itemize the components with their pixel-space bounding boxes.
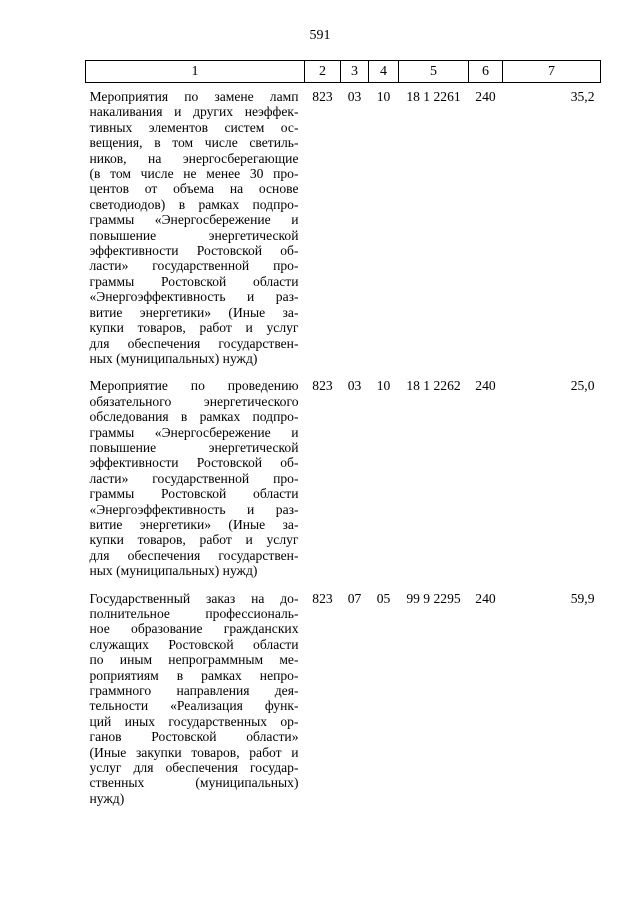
target-article-code: 18 1 2261 [406,89,461,104]
expense-type-code: 240 [475,378,496,394]
amount: 35,2 [570,89,595,104]
subsection-code: 10 [376,378,391,394]
description-line: обязательного энергетического [89,393,299,409]
description-line: Мероприятия по замене ламп [89,89,299,104]
description-line: ственных (муниципальных) [89,775,299,791]
description-line: граммы «Энергосбережение и [89,212,299,228]
description-line: вещения, в том числе светиль- [89,135,299,151]
budget-table [85,60,601,806]
header-col-4: 4 [369,61,399,83]
description-line: обследования в рамках подпро- [89,409,299,425]
description-line: накаливания и других неэффек- [89,104,299,120]
description-line: купки товаров, работ и услуг [89,320,299,336]
description-line: роприятиям в рамках непро- [89,667,299,683]
page-number: 591 [309,28,331,43]
description-line: граммы «Энергосбережение и [89,424,299,440]
description-line: «Энергоэффективность и раз- [89,501,299,517]
description-line: полнительное профессиональ- [89,606,299,621]
description-line: тельности «Реализация функ- [89,698,299,714]
ministry-code: 823 [312,89,333,104]
target-article-code: 99 9 2295 [406,590,461,606]
row-description [86,591,305,807]
description-line: светодиодов) в рамках подпро- [89,196,299,212]
description-line: Мероприятие по проведению [89,378,299,394]
amount: 25,0 [570,378,595,394]
expense-type-code: 240 [475,89,496,104]
header-col-2: 2 [305,61,341,83]
table-header-row [86,61,601,83]
description-line: эффективности Ростовской об- [89,455,299,471]
row-description [86,83,305,379]
subsection-code: 10 [376,89,391,104]
description-line: Государственный заказ на до- [89,590,299,606]
table-row [86,378,601,590]
table-row [86,591,601,807]
header-col-6: 6 [469,61,503,83]
description-line: ное образование гражданских [89,621,299,637]
expense-type-code: 240 [475,590,496,606]
ministry-code: 823 [312,590,333,606]
description-line: (Иные закупки товаров, работ и [89,744,299,760]
description-line: эффективности Ростовской об- [89,243,299,259]
description-line: граммного направления дея- [89,683,299,699]
description-line: купки товаров, работ и услуг [89,532,299,548]
description-line: витие энергетики» (Иные за- [89,304,299,320]
description-line: повышение энергетической [89,439,299,455]
description-line: для обеспечения государствен- [89,547,299,563]
description-line: ных (муниципальных) нужд) [89,350,258,366]
ministry-code: 823 [312,378,333,394]
header-col-5: 5 [399,61,469,83]
table-body [86,83,601,807]
section-code: 03 [347,89,362,104]
description-line: ласти» государственной про- [89,470,299,486]
description-line: ций иных государственных ор- [89,713,299,729]
description-line: (в том числе не менее 30 про- [89,166,299,182]
section-code: 03 [347,378,362,394]
description-line: ных (муниципальных) нужд) [89,563,258,579]
description-line: ганов Ростовской области» [89,729,299,745]
description-line: по иным непрограммным ме- [89,652,299,668]
description-line: нужд) [89,790,125,806]
section-code: 07 [347,590,362,606]
description-line: ников, на энергосберегающие [89,150,299,166]
amount: 59,9 [570,590,595,606]
header-col-7: 7 [503,61,601,83]
header-col-1: 1 [86,61,305,83]
table-row [86,83,601,379]
description-line: услуг для обеспечения государ- [89,760,299,776]
description-line: повышение энергетической [89,227,299,243]
description-line: центов от объема на основе [89,181,299,197]
description-line: для обеспечения государствен- [89,335,299,351]
description-line: служащих Ростовской области [89,636,299,652]
description-line: «Энергоэффективность и раз- [89,289,299,305]
description-line: ласти» государственной про- [89,258,299,274]
header-col-3: 3 [341,61,369,83]
target-article-code: 18 1 2262 [406,378,461,394]
description-line: граммы Ростовской области [89,486,299,502]
subsection-code: 05 [376,590,391,606]
description-line: граммы Ростовской области [89,273,299,289]
row-description [86,378,305,590]
description-line: витие энергетики» (Иные за- [89,516,299,532]
description-line: тивных элементов систем ос- [89,119,299,135]
